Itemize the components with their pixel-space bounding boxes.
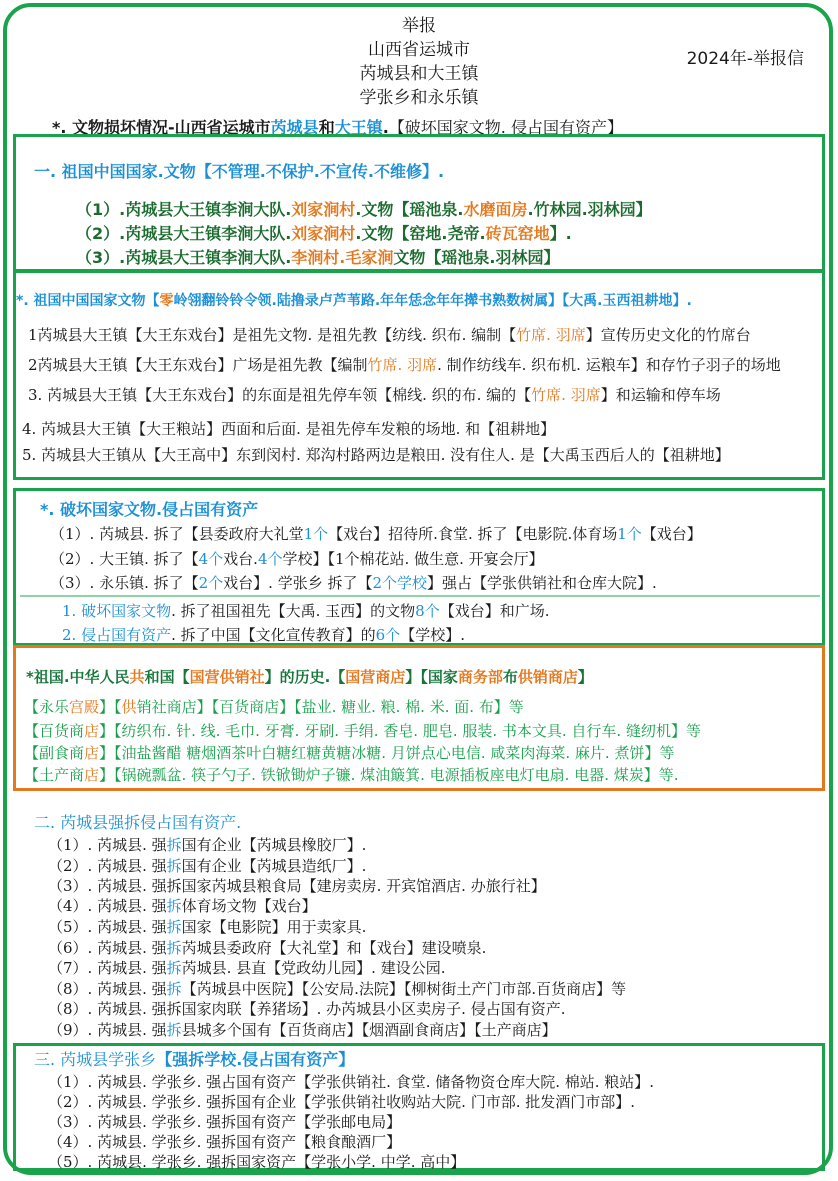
row-highlight: 拆: [166, 897, 182, 915]
title-text: 和国【: [144, 668, 190, 686]
row-text: 国有企业【芮城县橡胶厂】.: [181, 836, 367, 854]
row-highlight: 4个: [198, 550, 224, 568]
summary-highlight: 2. 侵占国有资产: [62, 626, 172, 644]
row-text: 】【: [99, 698, 122, 716]
row-text: 】宣传历史文化的竹席台: [585, 326, 751, 344]
title-text: 】【国家: [405, 668, 458, 686]
row-text: （1）. 芮城县. 拆了【县委政府大礼堂: [50, 525, 304, 543]
section-3-summary: [62, 624, 465, 645]
row-text: 3. 芮城县大王镇【大王东戏台】的东面是祖先停车领【棉线. 织的布. 编的【: [28, 386, 532, 404]
row-highlight: 店: [84, 766, 100, 784]
row-text: 销社商店】【百货商店】【盐业. 糖业. 粮. 棉. 米. 面. 布】等: [136, 698, 524, 716]
row-highlight: 宫殿: [69, 698, 100, 716]
section-5-row: [48, 937, 486, 958]
row-text: 【百货商: [24, 722, 85, 740]
summary-text: 【戏台】和广场.: [439, 602, 550, 620]
row-text: 【戏台】: [641, 525, 702, 543]
intro-prefix: *. 文物损坏情况-山西省运城市: [52, 118, 271, 137]
intro-dot: .: [382, 118, 389, 137]
row-highlight: 拆: [166, 959, 182, 977]
row-text: （2）. 芮城县. 强: [48, 857, 167, 875]
section-6-row: （1）. 芮城县. 学张乡. 强占国有资产【学张供销社. 食堂. 储备物资仓库大院. 棉站. 粮站】.: [48, 1073, 655, 1091]
section-5-row: [48, 1019, 557, 1040]
title-text: 布: [502, 668, 518, 686]
row-text: 国家【电影院】用于卖家具.: [181, 918, 367, 936]
row-text: 【永乐: [24, 698, 70, 716]
intro-county: 芮城县: [270, 118, 319, 137]
title-highlight: 共: [129, 668, 145, 686]
section-3-row: [50, 523, 702, 544]
summary-highlight: 8个: [415, 602, 440, 620]
row-text: （5）. 芮城县. 强: [48, 918, 167, 936]
section-3-title: *. 破坏国家文物.侵占国有资产: [40, 500, 259, 519]
section-6-row: （5）. 芮城县. 学张乡. 强拆国家资产【学张小学. 中学. 高中】: [48, 1153, 466, 1171]
title-text: 】的历史.【: [264, 668, 346, 686]
row-text: 【戏台】招待所.食堂. 拆了【电影院.体育场: [328, 525, 618, 543]
section-5-row: [48, 834, 366, 855]
section-5-row: [48, 855, 366, 876]
summary-text: . 拆了祖国祖先【大禹. 玉西】的文物: [171, 602, 416, 620]
row-highlight: 拆: [166, 918, 182, 936]
item-text: .竹林园.羽林园】: [527, 200, 652, 219]
row-text: 1芮城县大王镇【大王东戏台】是祖先文物. 是祖先教【纺线. 织布. 编制【: [28, 326, 517, 344]
intro-tag: 【破坏国家文物. 侵占国有资产】: [388, 118, 623, 137]
item-highlight: 刘家涧村: [291, 224, 356, 243]
section-4-row: [24, 764, 679, 785]
section-6-title: [34, 1047, 354, 1070]
section-3-divider: [20, 595, 820, 597]
row-text: 2芮城县大王镇【大王东戏台】广场是祖先教【编制: [28, 356, 368, 374]
intro-town: 大王镇: [334, 118, 383, 137]
section-5-row: [48, 978, 626, 999]
header-line-4: 学张乡和永乐镇: [359, 88, 479, 108]
section-1-item: [76, 221, 572, 244]
section-4-title: [26, 666, 593, 687]
row-highlight: 拆: [166, 980, 182, 998]
row-text: （8）. 芮城县. 强: [48, 980, 167, 998]
title-text: *. 祖国中国国家文物【: [16, 293, 160, 309]
row-highlight: 竹席. 羽席: [531, 386, 601, 404]
row-highlight: 拆: [166, 836, 182, 854]
row-highlight: 店: [84, 744, 100, 762]
item-text: 】.: [549, 224, 572, 243]
section-5-title: 二. 芮城县强拆侵占国有资产.: [34, 813, 242, 832]
row-text: （1）. 芮城县. 强: [48, 836, 167, 854]
row-highlight: 拆: [166, 857, 182, 875]
section-2-row: [28, 384, 721, 405]
row-text: 【土产商: [24, 766, 85, 784]
section-4-row: [24, 742, 674, 763]
row-highlight: 1个: [617, 525, 642, 543]
header-line-3: 芮城县和大王镇: [359, 64, 479, 84]
row-text: 】【油盐酱醋 糖烟酒茶叶白糖红糖黄糖冰糖. 月饼点心电信. 咸菜肉海菜. 麻片. 煮饼】等: [99, 744, 675, 762]
row-text: 芮城县. 县直【党政幼儿园】. 建设公园.: [181, 959, 446, 977]
title-highlight: 【强拆学校.侵占国有资产】: [156, 1050, 355, 1069]
title-highlight: 零: [159, 293, 174, 309]
row-highlight: 拆: [166, 939, 182, 957]
row-highlight: 供: [121, 698, 137, 716]
section-1-item: [76, 245, 559, 268]
row-highlight: 店: [84, 722, 100, 740]
section-6-row: （4）. 芮城县. 学张乡. 强拆国有资产【粮食酿酒厂】: [48, 1133, 402, 1151]
item-text: 文物【瑶池泉.羽林园】: [393, 248, 560, 267]
intro-and: 和: [318, 118, 335, 137]
row-text: 【副食商: [24, 744, 85, 762]
row-text: 【芮城县中医院】【公安局.法院】【柳树街土产门市部.百货商店】等: [181, 980, 627, 998]
section-5-row: [48, 875, 546, 896]
row-text: 戏台】. 学张乡 拆了【: [223, 574, 373, 592]
row-highlight: 竹席. 羽席: [516, 326, 586, 344]
item-text: （2）.芮城县大王镇李涧大队.: [76, 224, 292, 243]
row-text: . 制作纺线车. 织布机. 运粮车】和存竹子羽子的场地: [437, 356, 781, 374]
summary-text: . 拆了中国【文化宣传教育】的: [171, 626, 376, 644]
row-highlight: 竹席. 羽席: [367, 356, 438, 374]
title-text: 】: [577, 668, 593, 686]
title-text: 三. 芮城县学张乡: [34, 1050, 157, 1069]
section-3-row: [50, 548, 544, 569]
row-highlight: 拆: [166, 1021, 182, 1039]
item-text: （3）.芮城县大王镇李涧大队.: [76, 248, 292, 267]
section-1-title: 一. 祖国中国国家.文物【不管理.不保护.不宣传.不维修】.: [34, 162, 445, 181]
row-text: 县城多个国有【百货商店】【烟酒副食商店】【土产商店】: [181, 1021, 557, 1039]
item-highlight: 刘家涧村: [291, 200, 356, 219]
item-highlight: 李涧村.毛家涧: [291, 248, 394, 267]
row-text: 】强占【学张供销社和仓库大院】.: [427, 574, 657, 592]
section-4-row: [24, 696, 524, 717]
item-text: （1）.芮城县大王镇李涧大队.: [76, 200, 292, 219]
section-2-title: [16, 290, 692, 310]
row-text: 体育场文物【戏台】: [181, 897, 317, 915]
section-2-row: [22, 418, 555, 439]
row-text: （8）. 芮城县. 强拆国家肉联【养猪场】. 办芮城县小区卖房子. 侵占国有资产.: [48, 1000, 566, 1018]
summary-highlight: 6个: [375, 626, 401, 644]
title-highlight: 供销商店: [517, 668, 578, 686]
title-highlight: 国营商店: [345, 668, 406, 686]
row-text: （7）. 芮城县. 强: [48, 959, 167, 977]
row-highlight: 4个: [257, 550, 283, 568]
row-text: 5. 芮城县大王镇从【大王高中】东到闵村. 郑沟村路两边是粮田. 没有住人. 是【大禹玉西后人的【祖耕地】: [22, 446, 730, 464]
row-highlight: 2个学校: [372, 574, 428, 592]
title-highlight: 国营供销社: [189, 668, 265, 686]
year-label: 2024年-举报信: [686, 49, 804, 69]
section-1-box: [13, 134, 825, 272]
title-text: *祖国.中华人民: [26, 668, 130, 686]
section-3-summary: [62, 600, 550, 621]
row-text: 国有企业【芮城县造纸厂】.: [181, 857, 367, 875]
header-line-1: 举报: [402, 16, 436, 36]
row-text: 】【锅碗瓢盆. 筷子勺子. 铁锨锄炉子镰. 煤油簸箕. 电源插板座电灯电扇. 电器. 煤炭】等.: [99, 766, 679, 784]
section-4-row: [24, 720, 701, 741]
section-2-row: [28, 354, 781, 375]
section-5-row: [48, 998, 565, 1019]
item-highlight: 砖瓦窑地: [485, 224, 550, 243]
header-line-2: 山西省运城市: [368, 40, 470, 60]
row-highlight: 1个: [303, 525, 329, 543]
row-text: （3）. 芮城县. 强拆国家芮城县粮食局【建房卖房. 开宾馆酒店. 办旅行社】: [48, 877, 546, 895]
title-highlight: 商务部: [457, 668, 503, 686]
row-text: 芮城县委政府【大礼堂】和【戏台】建设喷泉.: [181, 939, 487, 957]
section-3-row: [50, 572, 657, 593]
title-text: 岭翎翻铃铃令领.陆撸录卢芦苇路.年年恁念年年撵书熟数树属】【大禹.玉西祖耕地】.: [173, 293, 692, 309]
row-highlight: 2个: [198, 574, 224, 592]
row-text: 戏台.: [223, 550, 258, 568]
section-6-row: （2）. 芮城县. 学张乡. 强拆国有企业【学张供销社收购站大院. 门市部. 批发酒门市部】.: [48, 1093, 635, 1111]
section-2-row: [22, 444, 730, 465]
row-text: 学校】【1个棉花站. 做生意. 开宴会厅】: [282, 550, 544, 568]
summary-text: 【学校】.: [400, 626, 465, 644]
section-5-row: [48, 957, 445, 978]
item-highlight: 水磨面房: [463, 200, 528, 219]
row-text: （4）. 芮城县. 强: [48, 897, 167, 915]
item-text: .文物【窑地.尧帝.: [355, 224, 486, 243]
section-5-row: [48, 895, 317, 916]
row-text: 4. 芮城县大王镇【大王粮站】西面和后面. 是祖先停车发粮的场地. 和【祖耕地】: [22, 420, 556, 438]
row-text: （3）. 永乐镇. 拆了【: [50, 574, 199, 592]
row-text: 】【纺织布. 针. 线. 毛巾. 牙膏. 牙刷. 手绢. 香皂. 肥皂. 服装. 书本文具. 自行车. 缝纫机】等: [99, 722, 701, 740]
section-1-item: [76, 197, 652, 220]
row-text: 】和运输和停车场: [600, 386, 721, 404]
section-2-row: [28, 324, 751, 345]
row-text: （6）. 芮城县. 强: [48, 939, 167, 957]
summary-highlight: 1. 破坏国家文物: [62, 602, 172, 620]
section-6-row: （3）. 芮城县. 学张乡. 强拆国有资产【学张邮电局】: [48, 1113, 402, 1131]
section-5-row: [48, 916, 366, 937]
item-text: .文物【瑶池泉.: [355, 200, 464, 219]
row-text: （9）. 芮城县. 强: [48, 1021, 167, 1039]
row-text: （2）. 大王镇. 拆了【: [50, 550, 199, 568]
